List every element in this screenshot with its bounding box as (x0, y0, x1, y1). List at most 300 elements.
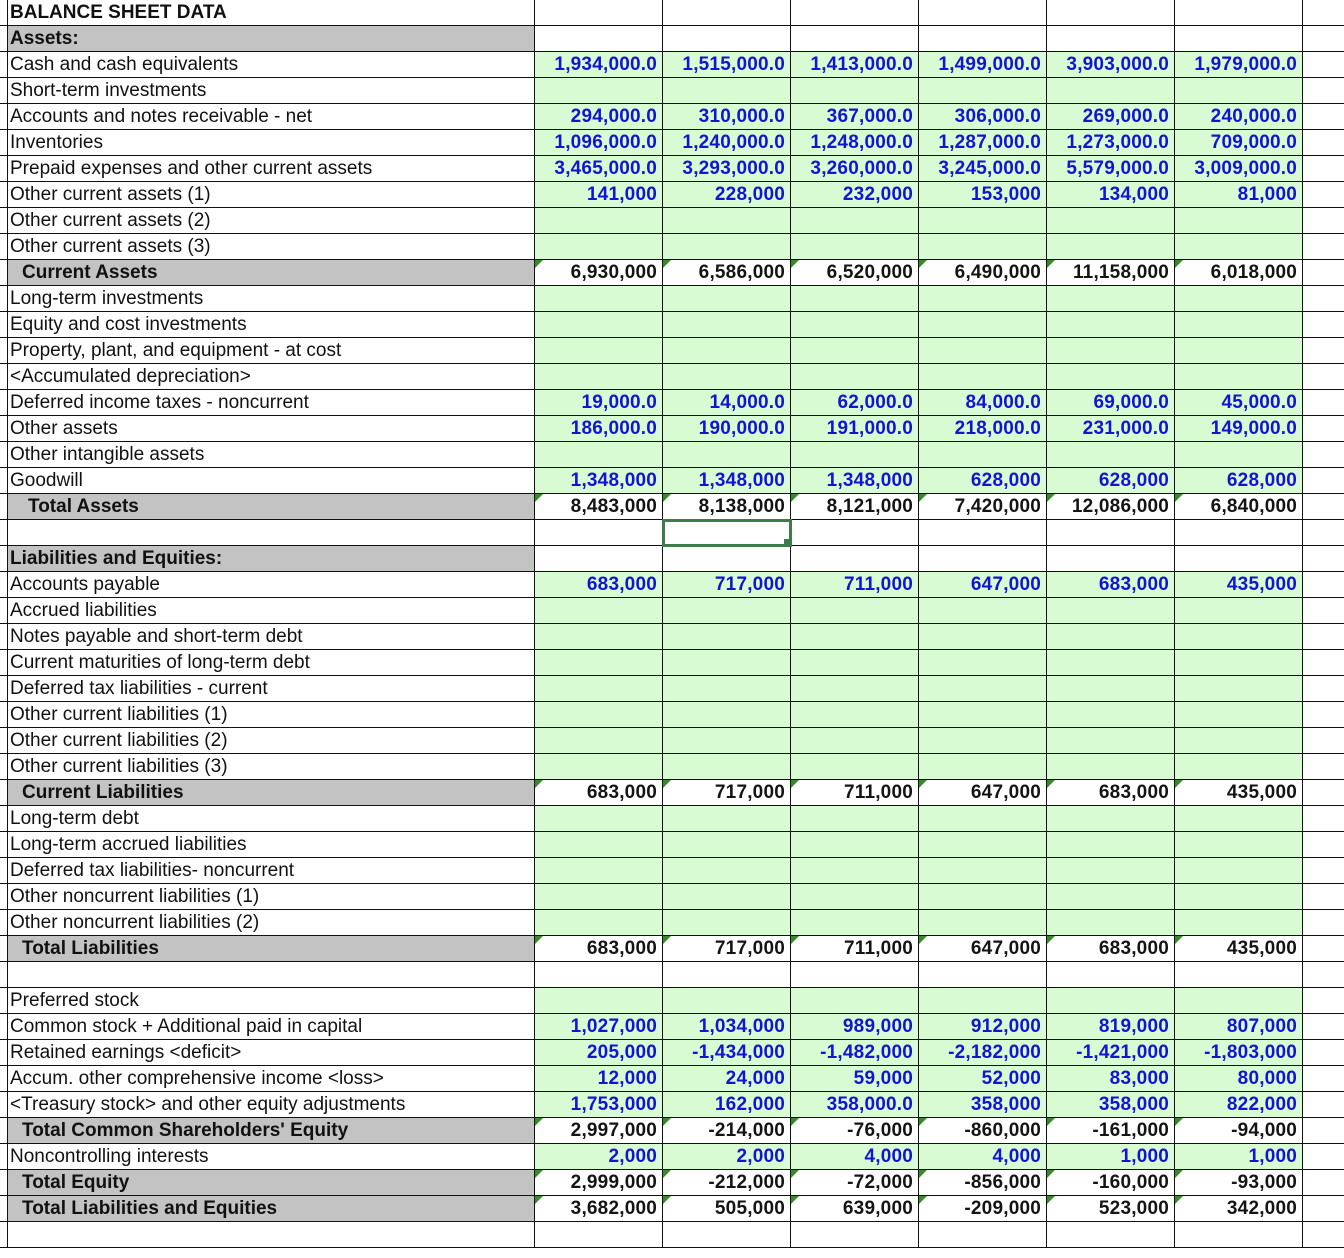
value-cell[interactable] (791, 520, 919, 546)
total-value-cell[interactable]: 647,000 (919, 780, 1047, 806)
value-cell[interactable] (791, 208, 919, 234)
value-cell[interactable] (663, 598, 791, 624)
value-cell[interactable] (919, 676, 1047, 702)
value-cell[interactable]: 358,000.0 (791, 1092, 919, 1118)
value-cell[interactable]: 3,245,000.0 (919, 156, 1047, 182)
value-cell[interactable]: 819,000 (1047, 1014, 1175, 1040)
total-value-cell[interactable]: 683,000 (535, 780, 663, 806)
total-value-cell[interactable]: 435,000 (1175, 780, 1303, 806)
total-value-cell[interactable]: 2,999,000 (535, 1170, 663, 1196)
value-cell[interactable] (1175, 286, 1303, 312)
value-cell[interactable]: 153,000 (919, 182, 1047, 208)
value-cell[interactable]: 12,000 (535, 1066, 663, 1092)
value-cell[interactable] (919, 650, 1047, 676)
value-cell[interactable] (535, 286, 663, 312)
total-value-cell[interactable]: 8,138,000 (663, 494, 791, 520)
value-cell[interactable] (919, 754, 1047, 780)
value-cell[interactable] (535, 728, 663, 754)
value-cell[interactable] (1047, 338, 1175, 364)
value-cell[interactable] (1175, 26, 1303, 52)
value-cell[interactable] (1047, 702, 1175, 728)
value-cell[interactable]: -1,482,000 (791, 1040, 919, 1066)
row-label: Other assets (8, 416, 535, 442)
total-value-cell[interactable]: 2,997,000 (535, 1118, 663, 1144)
selected-cell[interactable] (663, 520, 791, 546)
value-cell[interactable]: 1,499,000.0 (919, 52, 1047, 78)
value-cell[interactable]: 1,348,000 (663, 468, 791, 494)
filler-cell (1303, 416, 1344, 442)
total-value-cell[interactable]: 523,000 (1047, 1196, 1175, 1222)
value-cell[interactable]: 59,000 (791, 1066, 919, 1092)
value-cell[interactable] (919, 338, 1047, 364)
value-cell[interactable] (1047, 988, 1175, 1014)
value-cell[interactable] (791, 26, 919, 52)
value-cell[interactable]: 240,000.0 (1175, 104, 1303, 130)
value-cell[interactable] (535, 208, 663, 234)
value-cell[interactable] (535, 78, 663, 104)
value-cell[interactable] (791, 338, 919, 364)
value-cell[interactable] (919, 208, 1047, 234)
value-cell[interactable]: 628,000 (919, 468, 1047, 494)
value-cell[interactable] (1047, 234, 1175, 260)
value-cell[interactable] (1175, 78, 1303, 104)
value-cell[interactable] (919, 364, 1047, 390)
filler-cell (1303, 234, 1344, 260)
total-value-cell[interactable]: 711,000 (791, 936, 919, 962)
value-cell[interactable]: -1,421,000 (1047, 1040, 1175, 1066)
value-cell[interactable]: 218,000.0 (919, 416, 1047, 442)
value-cell[interactable] (1175, 988, 1303, 1014)
value-cell[interactable]: 709,000.0 (1175, 130, 1303, 156)
value-cell[interactable] (791, 364, 919, 390)
value-cell[interactable] (919, 26, 1047, 52)
value-cell[interactable] (919, 624, 1047, 650)
total-value-cell[interactable]: 6,586,000 (663, 260, 791, 286)
value-cell[interactable] (535, 650, 663, 676)
value-cell[interactable] (1047, 858, 1175, 884)
value-cell[interactable] (535, 442, 663, 468)
value-cell[interactable]: 83,000 (1047, 1066, 1175, 1092)
row-label: Accum. other comprehensive income <loss> (8, 1066, 535, 1092)
value-cell[interactable] (535, 910, 663, 936)
value-cell[interactable]: 435,000 (1175, 572, 1303, 598)
value-cell[interactable]: 2,000 (535, 1144, 663, 1170)
total-value-cell[interactable]: 6,490,000 (919, 260, 1047, 286)
value-cell[interactable] (1175, 234, 1303, 260)
value-cell[interactable] (1175, 520, 1303, 546)
value-cell[interactable] (535, 676, 663, 702)
cell[interactable] (663, 0, 791, 26)
total-value-cell[interactable]: 683,000 (1047, 780, 1175, 806)
value-cell[interactable]: 628,000 (1047, 468, 1175, 494)
value-cell[interactable] (663, 546, 791, 572)
value-cell[interactable]: 4,000 (791, 1144, 919, 1170)
value-cell[interactable]: 3,260,000.0 (791, 156, 919, 182)
value-cell[interactable] (663, 832, 791, 858)
value-cell[interactable] (1175, 962, 1303, 988)
value-cell[interactable] (919, 546, 1047, 572)
value-cell[interactable]: 1,753,000 (535, 1092, 663, 1118)
value-cell[interactable] (791, 286, 919, 312)
total-value-cell[interactable]: 11,158,000 (1047, 260, 1175, 286)
value-cell[interactable] (791, 702, 919, 728)
value-cell[interactable]: 228,000 (663, 182, 791, 208)
value-cell[interactable] (791, 624, 919, 650)
value-cell[interactable] (663, 624, 791, 650)
total-value-cell[interactable]: -161,000 (1047, 1118, 1175, 1144)
value-cell[interactable]: 81,000 (1175, 182, 1303, 208)
row-gutter (0, 416, 8, 442)
total-value-cell[interactable]: -76,000 (791, 1118, 919, 1144)
filler-cell (1303, 208, 1344, 234)
value-cell[interactable] (919, 520, 1047, 546)
value-cell[interactable]: 358,000 (919, 1092, 1047, 1118)
value-cell[interactable] (919, 312, 1047, 338)
value-cell[interactable] (791, 884, 919, 910)
total-value-cell[interactable]: -160,000 (1047, 1170, 1175, 1196)
value-cell[interactable] (1047, 364, 1175, 390)
value-cell[interactable] (535, 520, 663, 546)
value-cell[interactable] (535, 598, 663, 624)
value-cell[interactable]: 683,000 (1047, 572, 1175, 598)
value-cell[interactable] (919, 728, 1047, 754)
value-cell[interactable] (1047, 520, 1175, 546)
value-cell[interactable] (535, 806, 663, 832)
total-value-cell[interactable]: -93,000 (1175, 1170, 1303, 1196)
value-cell[interactable] (1175, 208, 1303, 234)
value-cell[interactable]: 1,273,000.0 (1047, 130, 1175, 156)
value-cell[interactable] (1047, 208, 1175, 234)
value-cell[interactable] (1047, 910, 1175, 936)
total-value-cell[interactable]: 683,000 (535, 936, 663, 962)
value-cell[interactable]: 2,000 (663, 1144, 791, 1170)
value-cell[interactable]: 683,000 (535, 572, 663, 598)
value-cell[interactable] (663, 962, 791, 988)
value-cell[interactable]: 191,000.0 (791, 416, 919, 442)
cell[interactable] (1047, 0, 1175, 26)
value-cell[interactable] (791, 650, 919, 676)
total-value-cell[interactable]: 711,000 (791, 780, 919, 806)
value-cell[interactable]: 989,000 (791, 1014, 919, 1040)
total-value-cell[interactable]: -212,000 (663, 1170, 791, 1196)
value-cell[interactable]: 14,000.0 (663, 390, 791, 416)
value-cell[interactable]: 1,034,000 (663, 1014, 791, 1040)
value-cell[interactable] (1047, 754, 1175, 780)
value-cell[interactable] (1175, 910, 1303, 936)
cell[interactable] (1175, 0, 1303, 26)
value-cell[interactable] (919, 598, 1047, 624)
value-cell[interactable] (663, 988, 791, 1014)
total-value-cell[interactable]: 8,121,000 (791, 494, 919, 520)
value-cell[interactable] (1047, 312, 1175, 338)
value-cell[interactable] (919, 286, 1047, 312)
value-cell[interactable] (535, 234, 663, 260)
value-cell[interactable]: 134,000 (1047, 182, 1175, 208)
value-cell[interactable]: -1,434,000 (663, 1040, 791, 1066)
total-value-cell[interactable]: -214,000 (663, 1118, 791, 1144)
value-cell[interactable] (535, 624, 663, 650)
total-value-cell[interactable]: 12,086,000 (1047, 494, 1175, 520)
value-cell[interactable] (663, 676, 791, 702)
value-cell[interactable]: 358,000 (1047, 1092, 1175, 1118)
value-cell[interactable]: 4,000 (919, 1144, 1047, 1170)
value-cell[interactable] (1175, 546, 1303, 572)
value-cell[interactable] (791, 546, 919, 572)
value-cell[interactable] (919, 988, 1047, 1014)
value-cell[interactable]: 80,000 (1175, 1066, 1303, 1092)
value-cell[interactable] (535, 546, 663, 572)
value-cell[interactable] (791, 858, 919, 884)
value-cell[interactable] (663, 884, 791, 910)
value-cell[interactable] (663, 702, 791, 728)
value-cell[interactable] (1175, 338, 1303, 364)
value-cell[interactable] (919, 832, 1047, 858)
value-cell[interactable] (1175, 1222, 1303, 1248)
value-cell[interactable] (791, 234, 919, 260)
value-cell[interactable]: 62,000.0 (791, 390, 919, 416)
cell[interactable] (919, 0, 1047, 26)
value-cell[interactable]: 1,348,000 (791, 468, 919, 494)
value-cell[interactable] (535, 962, 663, 988)
value-cell[interactable]: 84,000.0 (919, 390, 1047, 416)
value-cell[interactable]: 162,000 (663, 1092, 791, 1118)
value-cell[interactable] (663, 1222, 791, 1248)
value-cell[interactable] (1175, 832, 1303, 858)
value-cell[interactable]: 5,579,000.0 (1047, 156, 1175, 182)
value-cell[interactable] (1175, 858, 1303, 884)
value-cell[interactable] (663, 208, 791, 234)
value-cell[interactable] (1047, 806, 1175, 832)
value-cell[interactable] (535, 364, 663, 390)
value-cell[interactable]: 45,000.0 (1175, 390, 1303, 416)
value-cell[interactable] (663, 650, 791, 676)
filler-cell (1303, 1170, 1344, 1196)
total-value-cell[interactable]: 683,000 (1047, 936, 1175, 962)
value-cell[interactable]: 3,009,000.0 (1175, 156, 1303, 182)
value-cell[interactable]: -2,182,000 (919, 1040, 1047, 1066)
total-value-cell[interactable]: 717,000 (663, 780, 791, 806)
total-value-cell[interactable]: 505,000 (663, 1196, 791, 1222)
value-cell[interactable] (919, 702, 1047, 728)
value-cell[interactable] (919, 442, 1047, 468)
value-cell[interactable] (791, 832, 919, 858)
value-cell[interactable] (1175, 442, 1303, 468)
value-cell[interactable] (791, 754, 919, 780)
total-value-cell[interactable]: 3,682,000 (535, 1196, 663, 1222)
value-cell[interactable] (791, 312, 919, 338)
value-cell[interactable]: 1,027,000 (535, 1014, 663, 1040)
value-cell[interactable] (1047, 598, 1175, 624)
value-cell[interactable] (663, 754, 791, 780)
value-cell[interactable]: 1,934,000.0 (535, 52, 663, 78)
value-cell[interactable]: 1,240,000.0 (663, 130, 791, 156)
value-cell[interactable]: 1,248,000.0 (791, 130, 919, 156)
value-cell[interactable]: 711,000 (791, 572, 919, 598)
total-value-cell[interactable]: 639,000 (791, 1196, 919, 1222)
value-cell[interactable] (663, 858, 791, 884)
value-cell[interactable]: 306,000.0 (919, 104, 1047, 130)
row-gutter (0, 494, 8, 520)
value-cell[interactable] (1047, 78, 1175, 104)
value-cell[interactable] (791, 962, 919, 988)
value-cell[interactable] (663, 338, 791, 364)
value-cell[interactable] (791, 988, 919, 1014)
value-cell[interactable] (535, 1222, 663, 1248)
total-value-cell[interactable]: 647,000 (919, 936, 1047, 962)
value-cell[interactable] (1175, 312, 1303, 338)
total-value-cell[interactable]: 342,000 (1175, 1196, 1303, 1222)
value-cell[interactable]: 1,096,000.0 (535, 130, 663, 156)
value-cell[interactable]: 24,000 (663, 1066, 791, 1092)
value-cell[interactable]: 269,000.0 (1047, 104, 1175, 130)
value-cell[interactable]: 149,000.0 (1175, 416, 1303, 442)
value-cell[interactable] (663, 442, 791, 468)
value-cell[interactable]: 1,979,000.0 (1175, 52, 1303, 78)
value-cell[interactable]: 367,000.0 (791, 104, 919, 130)
value-cell[interactable] (663, 312, 791, 338)
value-cell[interactable] (535, 754, 663, 780)
value-cell[interactable] (1175, 728, 1303, 754)
value-cell[interactable] (1175, 676, 1303, 702)
value-cell[interactable]: 186,000.0 (535, 416, 663, 442)
value-cell[interactable] (663, 78, 791, 104)
value-cell[interactable] (919, 1222, 1047, 1248)
value-cell[interactable]: 3,903,000.0 (1047, 52, 1175, 78)
value-cell[interactable] (1047, 286, 1175, 312)
value-cell[interactable] (535, 832, 663, 858)
value-cell[interactable] (535, 26, 663, 52)
value-cell[interactable] (1175, 598, 1303, 624)
value-cell[interactable] (663, 910, 791, 936)
value-cell[interactable] (1175, 650, 1303, 676)
total-value-cell[interactable]: 6,840,000 (1175, 494, 1303, 520)
value-cell[interactable] (1175, 364, 1303, 390)
total-value-cell[interactable]: 7,420,000 (919, 494, 1047, 520)
value-cell[interactable] (919, 78, 1047, 104)
value-cell[interactable] (535, 988, 663, 1014)
total-value-cell[interactable]: 6,930,000 (535, 260, 663, 286)
value-cell[interactable] (1047, 676, 1175, 702)
value-cell[interactable] (663, 728, 791, 754)
value-cell[interactable] (1047, 832, 1175, 858)
total-value-cell[interactable]: -72,000 (791, 1170, 919, 1196)
value-cell[interactable] (1047, 962, 1175, 988)
value-cell[interactable]: 294,000.0 (535, 104, 663, 130)
value-cell[interactable] (791, 1222, 919, 1248)
value-cell[interactable]: 205,000 (535, 1040, 663, 1066)
value-cell[interactable]: 647,000 (919, 572, 1047, 598)
total-value-cell[interactable]: 435,000 (1175, 936, 1303, 962)
value-cell[interactable]: 1,515,000.0 (663, 52, 791, 78)
value-cell[interactable]: 190,000.0 (663, 416, 791, 442)
value-cell[interactable] (1175, 754, 1303, 780)
value-cell[interactable] (919, 884, 1047, 910)
value-cell[interactable] (1175, 884, 1303, 910)
value-cell[interactable] (663, 234, 791, 260)
value-cell[interactable] (535, 338, 663, 364)
value-cell[interactable] (1175, 806, 1303, 832)
total-value-cell[interactable]: -860,000 (919, 1118, 1047, 1144)
value-cell[interactable]: 1,413,000.0 (791, 52, 919, 78)
value-cell[interactable] (535, 884, 663, 910)
value-cell[interactable] (919, 910, 1047, 936)
value-cell[interactable] (1047, 442, 1175, 468)
value-cell[interactable] (535, 312, 663, 338)
value-cell[interactable] (1047, 650, 1175, 676)
value-cell[interactable]: 822,000 (1175, 1092, 1303, 1118)
value-cell[interactable] (663, 26, 791, 52)
value-cell[interactable]: 1,348,000 (535, 468, 663, 494)
value-cell[interactable]: 912,000 (919, 1014, 1047, 1040)
value-cell[interactable] (1175, 624, 1303, 650)
total-value-cell[interactable]: 6,520,000 (791, 260, 919, 286)
total-value-cell[interactable]: -856,000 (919, 1170, 1047, 1196)
value-cell[interactable] (791, 78, 919, 104)
value-cell[interactable]: 141,000 (535, 182, 663, 208)
value-cell[interactable] (919, 806, 1047, 832)
value-cell[interactable]: 1,000 (1175, 1144, 1303, 1170)
value-cell[interactable] (663, 364, 791, 390)
filler-cell (1303, 858, 1344, 884)
value-cell[interactable]: 717,000 (663, 572, 791, 598)
value-cell[interactable] (1175, 702, 1303, 728)
cell[interactable] (535, 0, 663, 26)
value-cell[interactable] (1047, 26, 1175, 52)
value-cell[interactable] (791, 676, 919, 702)
value-cell[interactable]: 628,000 (1175, 468, 1303, 494)
total-value-cell[interactable]: 717,000 (663, 936, 791, 962)
value-cell[interactable]: 1,287,000.0 (919, 130, 1047, 156)
filler-cell (1303, 936, 1344, 962)
row-gutter (0, 442, 8, 468)
value-cell[interactable] (791, 728, 919, 754)
cell[interactable] (791, 0, 919, 26)
value-cell[interactable] (919, 858, 1047, 884)
value-cell[interactable] (1047, 728, 1175, 754)
value-cell[interactable]: 52,000 (919, 1066, 1047, 1092)
value-cell[interactable] (1047, 624, 1175, 650)
value-cell[interactable]: 310,000.0 (663, 104, 791, 130)
value-cell[interactable] (791, 806, 919, 832)
total-value-cell[interactable]: -209,000 (919, 1196, 1047, 1222)
value-cell[interactable] (663, 806, 791, 832)
value-cell[interactable] (919, 234, 1047, 260)
value-cell[interactable]: 1,000 (1047, 1144, 1175, 1170)
value-cell[interactable]: 69,000.0 (1047, 390, 1175, 416)
value-cell[interactable]: -1,803,000 (1175, 1040, 1303, 1066)
total-value-cell[interactable]: -94,000 (1175, 1118, 1303, 1144)
total-value-cell[interactable]: 8,483,000 (535, 494, 663, 520)
value-cell[interactable] (791, 598, 919, 624)
value-cell[interactable] (1047, 546, 1175, 572)
value-cell[interactable] (791, 910, 919, 936)
value-cell[interactable] (663, 286, 791, 312)
value-cell[interactable]: 807,000 (1175, 1014, 1303, 1040)
value-cell[interactable] (535, 702, 663, 728)
value-cell[interactable] (919, 962, 1047, 988)
total-value-cell[interactable]: 6,018,000 (1175, 260, 1303, 286)
value-cell[interactable]: 3,465,000.0 (535, 156, 663, 182)
value-cell[interactable]: 232,000 (791, 182, 919, 208)
value-cell[interactable]: 231,000.0 (1047, 416, 1175, 442)
value-cell[interactable] (1047, 1222, 1175, 1248)
value-cell[interactable]: 19,000.0 (535, 390, 663, 416)
value-cell[interactable] (535, 858, 663, 884)
value-cell[interactable] (1047, 884, 1175, 910)
row-gutter (0, 1170, 8, 1196)
value-cell[interactable] (791, 442, 919, 468)
value-cell[interactable]: 3,293,000.0 (663, 156, 791, 182)
